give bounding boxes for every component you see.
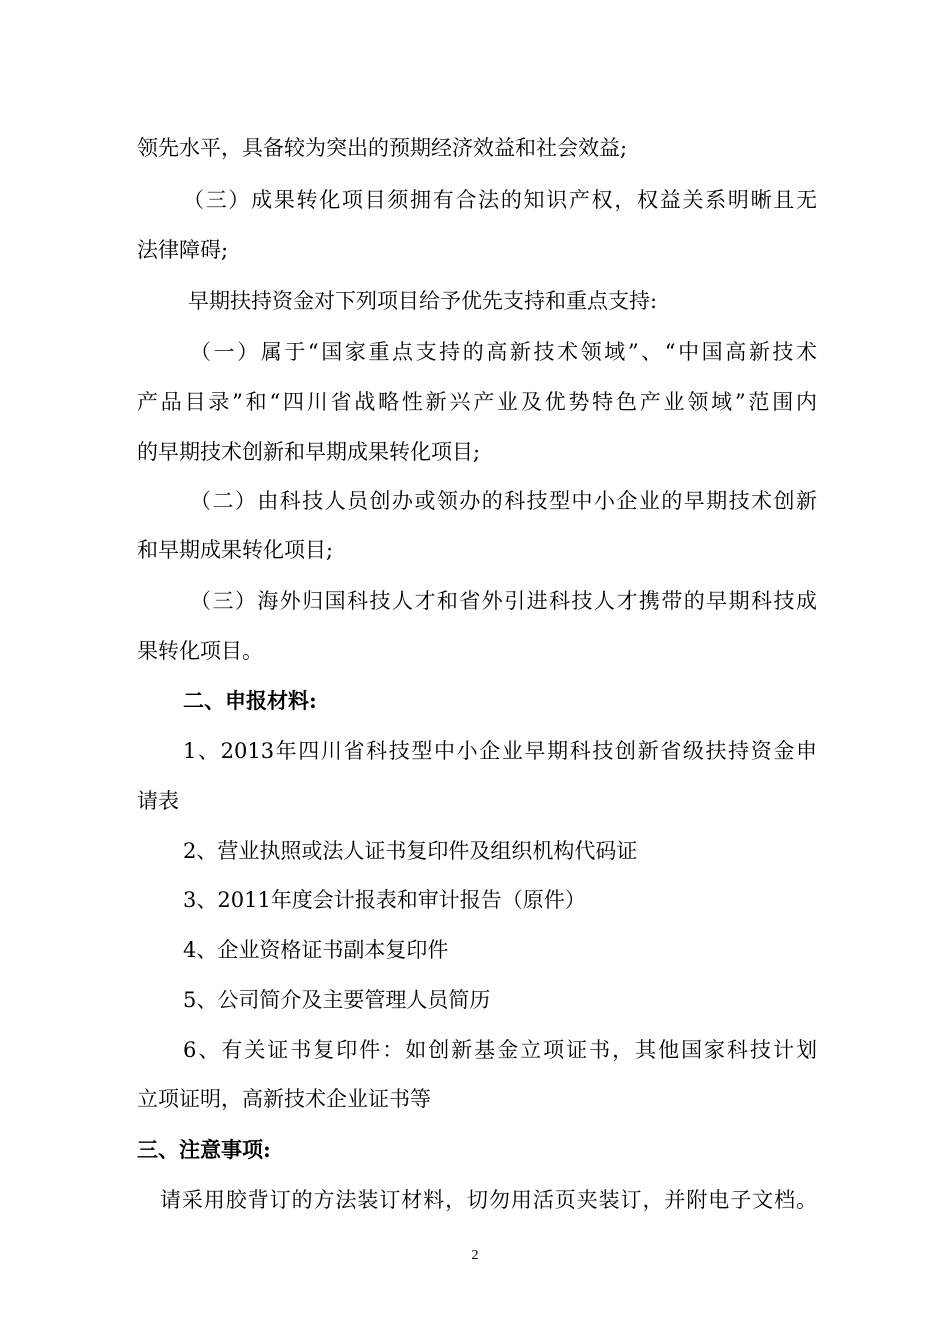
paragraph-line: 产品目录”和“四川省战略性新兴产业及优势特色产业领域”范围内 — [137, 390, 817, 414]
paragraph-line: （一）属于“国家重点支持的高新技术领域”、“中国高新技术 — [190, 340, 817, 364]
paragraph-line: （三）成果转化项目须拥有合法的知识产权，权益关系明晰且无 — [183, 188, 817, 212]
paragraph-line: 的早期技术创新和早期成果转化项目; — [137, 440, 481, 464]
list-item: 6、有关证书复印件：如创新基金立项证书，其他国家科技计划 — [183, 1038, 817, 1062]
page-number: 2 — [471, 1248, 479, 1263]
list-item: 2、营业执照或法人证书复印件及组织机构代码证 — [183, 839, 638, 863]
paragraph-line: 早期扶持资金对下列项目给予优先支持和重点支持: — [188, 289, 658, 313]
paragraph-line: 请采用胶背订的方法装订材料，切勿用活页夹装订，并附电子文档。 — [160, 1188, 817, 1212]
list-item-continuation: 请表 — [137, 789, 179, 813]
section-heading: 二、申报材料: — [183, 688, 317, 713]
paragraph-line: 果转化项目。 — [137, 639, 263, 663]
list-item: 3、2011年度会计报表和审计报告（原件） — [183, 888, 586, 912]
paragraph-line: 领先水平，具备较为突出的预期经济效益和社会效益; — [137, 136, 628, 160]
section-heading: 三、注意事项: — [137, 1137, 271, 1162]
list-item: 1、2013年四川省科技型中小企业早期科技创新省级扶持资金申 — [183, 739, 817, 763]
paragraph-line: （三）海外归国科技人才和省外引进科技人才携带的早期科技成 — [190, 589, 817, 613]
list-item-continuation: 立项证明，高新技术企业证书等 — [137, 1087, 431, 1111]
paragraph-line: 和早期成果转化项目; — [137, 538, 334, 562]
list-item: 4、企业资格证书副本复印件 — [183, 938, 449, 962]
list-item: 5、公司简介及主要管理人员简历 — [183, 988, 491, 1012]
paragraph-line: （二）由科技人员创办或领办的科技型中小企业的早期技术创新 — [190, 489, 817, 513]
paragraph-line: 法律障碍; — [137, 238, 229, 262]
